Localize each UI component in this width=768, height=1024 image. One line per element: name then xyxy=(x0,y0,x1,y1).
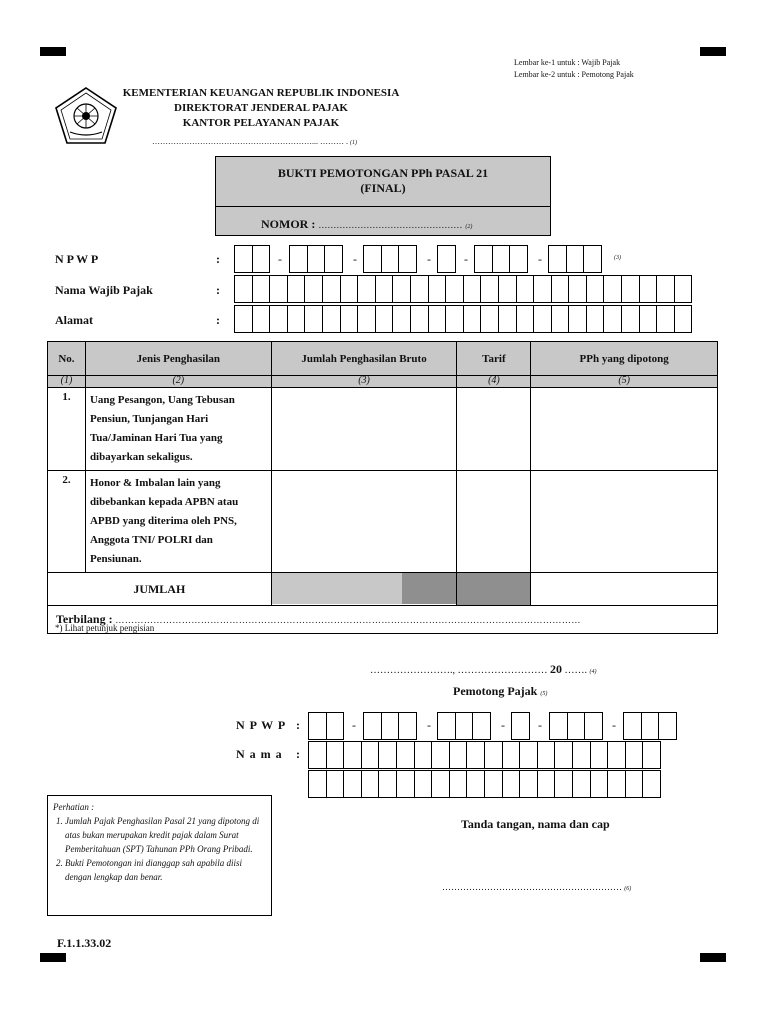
char-box[interactable] xyxy=(516,275,535,303)
pemotong-heading xyxy=(453,684,547,699)
char-box[interactable] xyxy=(396,741,415,769)
registration-mark-top-left xyxy=(40,47,66,56)
npwp-group-3[interactable] xyxy=(364,245,417,273)
col-number: (1) xyxy=(48,376,86,388)
form-code: F.1.1.33.02 xyxy=(57,936,112,950)
char-box[interactable] xyxy=(463,305,482,333)
char-box[interactable] xyxy=(431,741,450,769)
col-header-tarif: Tarif xyxy=(457,342,531,376)
char-box[interactable] xyxy=(252,275,271,303)
npwp-dash: - xyxy=(278,252,282,266)
pemotong-npwp-dash: - xyxy=(538,718,542,732)
char-box[interactable] xyxy=(326,741,345,769)
char-box[interactable] xyxy=(375,275,394,303)
office-name: KANTOR PELAYANAN PAJAK xyxy=(182,117,340,129)
char-box[interactable] xyxy=(414,770,433,798)
row-jenis: Honor & Imbalan lain yang dibebankan kepada APBN atau APBD yang diterima oleh PNS, Anggota TNI/ POLRI dan Pensiunan. xyxy=(85,471,271,573)
npwp-label: N P W P xyxy=(55,252,99,266)
pemotong-npwp-dash: - xyxy=(352,718,356,732)
row-bruto-cell[interactable] xyxy=(271,388,457,471)
col-header-pph: PPh yang dipotong xyxy=(531,342,718,376)
char-box[interactable] xyxy=(590,741,609,769)
char-box[interactable] xyxy=(568,305,587,333)
pemotong-nama-field-1[interactable] xyxy=(309,741,661,769)
char-box[interactable] xyxy=(287,305,306,333)
char-box[interactable] xyxy=(361,770,380,798)
nomor-ref: (2) xyxy=(465,224,473,230)
pemotong-npwp-colon: : xyxy=(296,718,300,732)
char-box[interactable] xyxy=(449,741,468,769)
char-box[interactable] xyxy=(428,275,447,303)
char-box[interactable] xyxy=(410,305,429,333)
pemotong-npwp-dash: - xyxy=(612,718,616,732)
office-ref: (1) xyxy=(350,140,357,146)
date-year-dots: ……. xyxy=(564,665,587,676)
npwp-dash: - xyxy=(427,252,431,266)
char-box[interactable] xyxy=(308,741,327,769)
char-box[interactable] xyxy=(269,305,288,333)
directorate-name: DIREKTORAT JENDERAL PAJAK xyxy=(174,102,348,114)
char-box[interactable] xyxy=(484,741,503,769)
char-box[interactable] xyxy=(357,305,376,333)
pemotong-label: Pemotong Pajak xyxy=(453,684,538,698)
char-box[interactable] xyxy=(340,275,359,303)
nomor-label: NOMOR : xyxy=(261,217,316,231)
notice-item: 1. Jumlah Pajak Penghasilan Pasal 21 yang dipotong di atas bukan merupakan kredit pajak dalam Surat Pemberitahuan (SPT) Tahunan PPh Orang Pribadi. xyxy=(65,814,266,856)
char-box[interactable] xyxy=(502,741,521,769)
office-dots: ……………………………………………………... ……… . xyxy=(152,137,348,146)
nomor-line[interactable] xyxy=(261,217,472,232)
footnote: *) Lihat petunjuk pengisian xyxy=(55,623,155,633)
npwp-dash: - xyxy=(538,252,542,266)
title-box xyxy=(215,156,551,236)
char-box[interactable] xyxy=(519,770,538,798)
terbilang-label: Terbilang : xyxy=(56,612,113,626)
djp-emblem-icon xyxy=(53,86,119,146)
nama-wp-field[interactable] xyxy=(235,275,692,303)
notice-item: 2. Bukti Pemotongan ini dianggap sah apabila diisi dengan lengkap dan benar. xyxy=(65,856,266,884)
char-box[interactable] xyxy=(234,275,253,303)
alamat-label: Alamat xyxy=(55,313,93,327)
char-box[interactable] xyxy=(568,275,587,303)
char-box[interactable] xyxy=(392,275,411,303)
char-box[interactable] xyxy=(480,305,499,333)
char-box[interactable] xyxy=(621,305,640,333)
char-box[interactable] xyxy=(449,770,468,798)
row-no: 2. xyxy=(48,471,86,573)
char-box[interactable] xyxy=(621,275,640,303)
row-pph-cell[interactable] xyxy=(531,388,718,471)
char-box[interactable] xyxy=(498,275,517,303)
notice-box xyxy=(47,795,272,916)
jumlah-bruto-cell xyxy=(271,573,457,606)
row-pph-cell[interactable] xyxy=(531,471,718,573)
pemotong-npwp-group-4[interactable] xyxy=(512,712,530,740)
char-box[interactable] xyxy=(586,275,605,303)
char-box[interactable] xyxy=(234,305,253,333)
char-box[interactable] xyxy=(308,770,327,798)
date-day-dots: ……………………… xyxy=(457,665,548,676)
char-box[interactable] xyxy=(410,275,429,303)
char-box[interactable] xyxy=(326,770,345,798)
row-tarif-cell[interactable] xyxy=(457,471,531,573)
char-box[interactable] xyxy=(357,275,376,303)
col-header-no: No. xyxy=(48,342,86,376)
table-row xyxy=(48,471,718,573)
char-box[interactable] xyxy=(343,741,362,769)
date-line[interactable] xyxy=(370,662,597,677)
char-box[interactable] xyxy=(656,275,675,303)
jumlah-pph-cell[interactable] xyxy=(531,573,718,606)
terbilang-dots: ………………………………………………………………………………………………………………………………… xyxy=(115,615,581,625)
npwp-group-2[interactable] xyxy=(290,245,343,273)
char-box[interactable] xyxy=(607,770,626,798)
signature-label: Tanda tangan, nama dan cap xyxy=(461,817,610,831)
char-box[interactable] xyxy=(340,305,359,333)
char-box[interactable] xyxy=(537,741,556,769)
pemotong-npwp-label: N P W P xyxy=(236,718,287,732)
nama-wp-label: Nama Wajib Pajak xyxy=(55,283,153,297)
col-number: (3) xyxy=(271,376,457,388)
char-box[interactable] xyxy=(361,741,380,769)
pemotong-nama-field-2[interactable] xyxy=(309,770,661,798)
char-box[interactable] xyxy=(533,305,552,333)
char-box[interactable] xyxy=(656,305,675,333)
char-box[interactable] xyxy=(378,741,397,769)
signature-dots: …………………………………………………… xyxy=(442,882,622,892)
char-box[interactable] xyxy=(463,275,482,303)
pemotong-npwp-group-5[interactable] xyxy=(550,712,603,740)
office-dots-line xyxy=(152,137,357,146)
char-box[interactable] xyxy=(480,275,499,303)
char-box[interactable] xyxy=(431,770,450,798)
copy-note-2: Lembar ke-2 untuk : Pemotong Pajak xyxy=(514,70,634,79)
pemotong-npwp-group-6[interactable] xyxy=(624,712,677,740)
income-table xyxy=(47,341,718,634)
col-header-jenis: Jenis Penghasilan xyxy=(85,342,271,376)
pemotong-npwp-dash: - xyxy=(501,718,505,732)
registration-mark-top-right xyxy=(700,47,726,56)
char-box[interactable] xyxy=(554,741,573,769)
char-box[interactable] xyxy=(343,770,362,798)
char-box[interactable] xyxy=(603,275,622,303)
char-box[interactable] xyxy=(625,741,644,769)
col-number: (4) xyxy=(457,376,531,388)
char-box[interactable] xyxy=(445,305,464,333)
pemotong-npwp-group-2[interactable] xyxy=(364,712,417,740)
pemotong-nama-colon: : xyxy=(296,747,300,761)
char-box[interactable] xyxy=(304,275,323,303)
pemotong-nama-label: N a m a xyxy=(236,747,283,761)
char-box[interactable] xyxy=(428,305,447,333)
char-box[interactable] xyxy=(502,770,521,798)
ministry-header xyxy=(120,86,402,131)
char-box[interactable] xyxy=(396,770,415,798)
char-box[interactable] xyxy=(607,741,626,769)
char-box[interactable] xyxy=(445,275,464,303)
row-no: 1. xyxy=(48,388,86,471)
registration-mark-bottom-right xyxy=(700,953,726,962)
char-box[interactable] xyxy=(516,305,535,333)
npwp-group-1[interactable] xyxy=(235,245,270,273)
char-box[interactable] xyxy=(392,305,411,333)
col-number: (2) xyxy=(85,376,271,388)
date-ref: (4) xyxy=(589,669,597,675)
char-box[interactable] xyxy=(572,741,591,769)
char-box[interactable] xyxy=(498,305,517,333)
registration-mark-bottom-left xyxy=(40,953,66,962)
alamat-field[interactable] xyxy=(235,305,692,333)
char-box[interactable] xyxy=(378,770,397,798)
char-box[interactable] xyxy=(639,305,658,333)
npwp-dash: - xyxy=(464,252,468,266)
table-row xyxy=(48,388,718,471)
npwp-ref: (3) xyxy=(614,255,621,261)
npwp-group-6[interactable] xyxy=(549,245,602,273)
copy-note-1: Lembar ke-1 untuk : Wajib Pajak xyxy=(514,58,621,67)
pemotong-ref: (5) xyxy=(540,691,548,697)
date-year-prefix: 20 xyxy=(550,662,562,676)
col-header-bruto: Jumlah Penghasilan Bruto xyxy=(271,342,457,376)
char-box[interactable] xyxy=(287,275,306,303)
signature-line[interactable] xyxy=(442,882,631,892)
npwp-dash: - xyxy=(353,252,357,266)
pemotong-npwp-dash: - xyxy=(427,718,431,732)
jumlah-tarif-cell xyxy=(457,573,531,606)
char-box[interactable] xyxy=(554,770,573,798)
char-box[interactable] xyxy=(414,741,433,769)
row-jenis: Uang Pesangon, Uang Tebusan Pensiun, Tunjangan Hari Tua/Jaminan Hari Tua yang dibayarkan sekaligus. xyxy=(85,388,271,471)
char-box[interactable] xyxy=(572,770,591,798)
char-box[interactable] xyxy=(642,741,661,769)
char-box[interactable] xyxy=(551,275,570,303)
npwp-group-5[interactable] xyxy=(475,245,528,273)
char-box[interactable] xyxy=(551,305,570,333)
char-box[interactable] xyxy=(674,275,693,303)
char-box[interactable] xyxy=(466,770,485,798)
alamat-colon: : xyxy=(216,313,220,327)
char-box[interactable] xyxy=(537,770,556,798)
notice-title: Perhatian : xyxy=(53,802,95,812)
form-title: BUKTI PEMOTONGAN PPh PASAL 21 xyxy=(277,166,489,180)
char-box[interactable] xyxy=(674,305,693,333)
pemotong-npwp-group-3[interactable] xyxy=(438,712,491,740)
char-box[interactable] xyxy=(625,770,644,798)
char-box[interactable] xyxy=(603,305,622,333)
jumlah-label: JUMLAH xyxy=(48,573,272,606)
char-box[interactable] xyxy=(639,275,658,303)
jumlah-row xyxy=(48,573,718,606)
npwp-group-4[interactable] xyxy=(438,245,456,273)
char-box[interactable] xyxy=(375,305,394,333)
date-place-dots: ……………………., xyxy=(370,665,455,676)
ministry-name: KEMENTERIAN KEUANGAN REPUBLIK INDONESIA xyxy=(122,87,400,99)
char-box[interactable] xyxy=(252,305,271,333)
signature-ref: (6) xyxy=(624,886,632,892)
pemotong-npwp-group-1[interactable] xyxy=(309,712,344,740)
char-box[interactable] xyxy=(533,275,552,303)
char-box[interactable] xyxy=(304,305,323,333)
char-box[interactable] xyxy=(586,305,605,333)
char-box[interactable] xyxy=(322,305,341,333)
char-box[interactable] xyxy=(484,770,503,798)
row-bruto-cell[interactable] xyxy=(271,471,457,573)
char-box[interactable] xyxy=(519,741,538,769)
char-box[interactable] xyxy=(466,741,485,769)
char-box[interactable] xyxy=(642,770,661,798)
char-box[interactable] xyxy=(590,770,609,798)
nomor-dots: ………………………………………… xyxy=(318,220,463,230)
col-number: (5) xyxy=(531,376,718,388)
char-box[interactable] xyxy=(269,275,288,303)
nama-colon: : xyxy=(216,283,220,297)
row-tarif-cell[interactable] xyxy=(457,388,531,471)
char-box[interactable] xyxy=(322,275,341,303)
form-subtitle: (FINAL) xyxy=(360,181,406,195)
npwp-colon: : xyxy=(216,252,220,266)
